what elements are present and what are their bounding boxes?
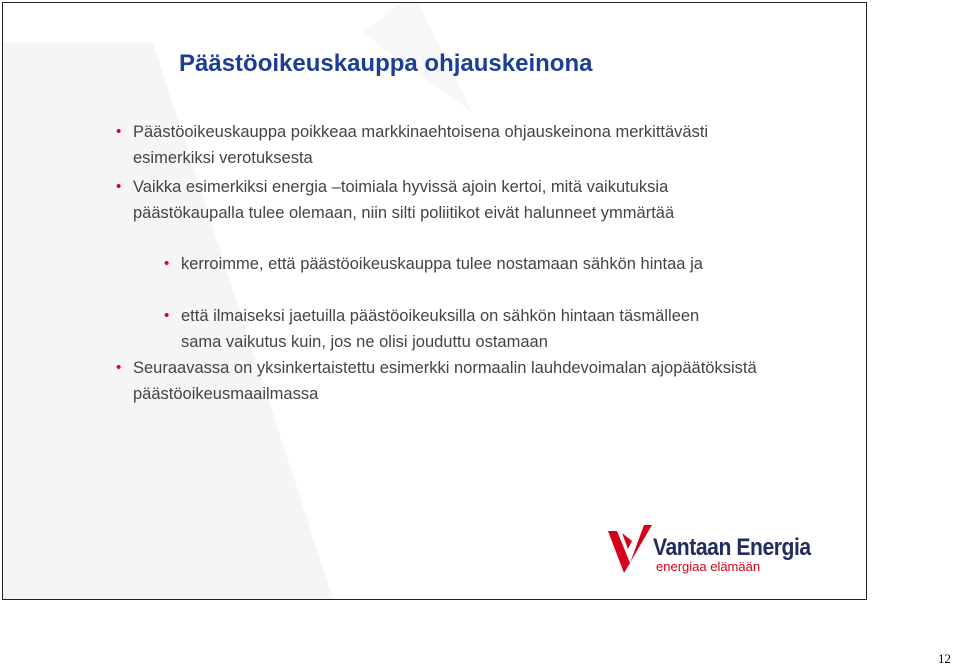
bullet-text: Vaikka esimerkiksi energia –toimiala hyvissä ajoin kertoi, mitä vaikutuksia päästökaupalla tulee olemaan, niin silti poliitikot eivät halunneet ymmärtää (133, 178, 675, 222)
bullet-dot: • (116, 123, 122, 140)
bullet-text: että ilmaiseksi jaetuilla päästöoikeuksilla on sähkön hintaan täsmälleen sama vaikutus kuin, jos ne olisi jouduttu ostamaan (181, 307, 700, 351)
bullet-item (116, 355, 793, 407)
bullet-dot: • (164, 255, 170, 272)
bullet-text: Seuraavassa on yksinkertaistettu esimerkki normaalin lauhdevoimalan ajopäätöksistä päästöoikeusmaailmassa (133, 359, 757, 403)
sub-bullet-item (164, 303, 741, 355)
logo-tagline: energiaa elämään (656, 559, 761, 574)
slide (2, 2, 867, 600)
page-number: 12 (938, 651, 951, 666)
bullet-item (116, 119, 733, 171)
vantaan-energia-v-icon (608, 523, 652, 575)
watermark-v-logo (3, 3, 866, 599)
bullet-dot: • (116, 359, 122, 376)
bullet-text: kerroimme, että päästöoikeuskauppa tulee nostamaan sähkön hintaa ja (181, 255, 703, 273)
bullet-dot: • (164, 307, 170, 324)
bullet-text: Päästöoikeuskauppa poikkeaa markkinaehtoisena ohjauskeinona merkittävästi esimerkiksi verotuksesta (133, 123, 709, 167)
sub-bullet-item (164, 251, 741, 277)
logo-name: Vantaan Energia (653, 534, 811, 561)
bullet-dot: • (116, 178, 122, 195)
bullet-item (116, 174, 733, 226)
slide-title: Päästöoikeuskauppa ohjauskeinona (179, 50, 593, 77)
